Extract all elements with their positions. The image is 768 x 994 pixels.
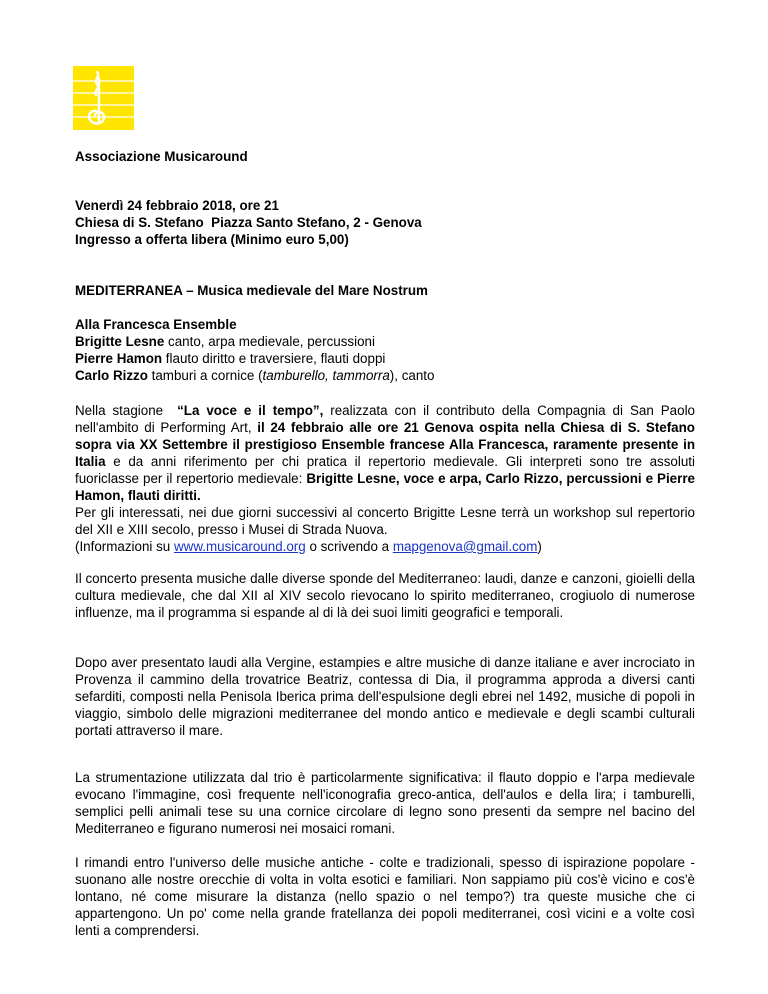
- text-run: e da anni riferimento per chi pratica il repertorio medievale. Gli interpreti sono tre assoluti fuoriclasse per il repertorio medievale:: [75, 454, 695, 486]
- contact-line: [75, 538, 695, 555]
- member-role-italic: tamburello, tammorra: [262, 368, 390, 383]
- website-link[interactable]: www.musicaround.org: [173, 539, 306, 554]
- event-date-time: Venerdì 24 febbraio 2018, ore 21: [75, 198, 279, 213]
- association-name: Associazione Musicaround: [75, 149, 248, 164]
- text-run: (Informazioni su: [75, 539, 174, 554]
- text-run-bold: il 24 febbraio alle ore 21 Genova ospita nella Chiesa di S. Stefano sopra via XX Settembre il prestigioso Ensemble francese Alla Francesca, raramente presente in Italia: [75, 420, 695, 469]
- paragraph-repertoire: [75, 654, 695, 739]
- text-run: realizzata con il contributo della Compagnia di San Paolo nell'ambito di Performing Art,: [75, 403, 695, 435]
- member-name: Carlo Rizzo: [75, 368, 148, 383]
- paragraph-text: La strumentazione utilizzata dal trio è particolarmente significativa: il flauto doppio e l'arpa medievale evocano l'immagine, così frequente nell'iconografia greco-antica, dell'aulos e della lira; i tamburelli, semplici pelli animali tese su una cornice circolare di legno sono presenti da sempre nel bacino del Mediterraneo e figurano numerosi nei mosaici romani.: [75, 770, 695, 836]
- member-role: tamburi a cornice (: [147, 368, 263, 383]
- member-role: flauto diritto e traversiere, flauti doppi: [162, 351, 386, 366]
- paragraph-text: [75, 402, 695, 504]
- ensemble-member: [75, 350, 695, 367]
- member-role: canto, arpa medievale, percussioni: [164, 334, 375, 349]
- member-name: Pierre Hamon: [75, 351, 163, 366]
- ensemble-list: [75, 316, 695, 384]
- paragraph-text: I rimandi entro l'universo delle musiche antiche - colte e tradizionali, spesso di ispirazione popolare - suonano alle nostre orecchie di volta in volta esotici e familiari. Non sappiamo più cos'è vicino e cos'è lontano, né come misurare la distanza (nello spazio o nel tempo?) tra queste musiche che ci appartengono. Un po' come nella grande fratellanza dei popoli mediterranei, così vicini e a volte così lenti a comprendersi.: [75, 855, 695, 938]
- ensemble-name: Alla Francesca Ensemble: [75, 317, 237, 332]
- paragraph-instruments: [75, 769, 695, 837]
- ensemble-member: [75, 333, 695, 350]
- ensemble-member: [75, 367, 695, 384]
- music-note-logo-icon: [73, 66, 134, 130]
- member-role: ), canto: [389, 368, 435, 383]
- event-entry: Ingresso a offerta libera (Minimo euro 5,00): [75, 232, 349, 247]
- event-venue: Chiesa di S. Stefano Piazza Santo Stefano, 2 - Genova: [75, 215, 422, 230]
- email-link[interactable]: mapgenova@gmail.com: [392, 539, 538, 554]
- concert-title: MEDITERRANEA – Musica medievale del Mare Nostrum: [75, 283, 428, 298]
- paragraph-intro: [75, 402, 695, 504]
- text-run: ): [537, 539, 542, 554]
- paragraph-closing: [75, 854, 695, 939]
- paragraph-program: [75, 570, 695, 621]
- text-run-bold: Brigitte Lesne, voce e arpa, Carlo Rizzo, percussioni e Pierre Hamon, flauti diritti.: [75, 471, 695, 503]
- text-run: o scrivendo a: [305, 539, 393, 554]
- paragraph-text: Il concerto presenta musiche dalle diverse sponde del Mediterraneo: laudi, danze e canzoni, gioielli della cultura medievale, che dal XII al XIV secolo rievocano lo spirito mediterraneo, crogiuolo di numerose influenze, ma il programma si espande al di là dei suoi limiti geografici e temporali.: [75, 571, 695, 620]
- text-run-bold: “La voce e il tempo”,: [170, 403, 324, 418]
- member-name: Brigitte Lesne: [75, 334, 165, 349]
- paragraph-workshop: [75, 504, 695, 555]
- paragraph-text: Dopo aver presentato laudi alla Vergine, estampies e altre musiche di danze italiane e aver incrociato in Provenza il cammino della trovatrice Beatriz, contessa di Dia, il programma approda a diversi canti sefarditi, composti nella Penisola Iberica prima dell'espulsione degli ebrei nel 1492, musiche di popoli in viaggio, simbolo delle migrazioni mediterranee del mondo antico e medievale e degli scambi culturali portati attraverso il mare.: [75, 655, 695, 738]
- event-details: [75, 197, 695, 248]
- text-run: Nella stagione: [75, 403, 171, 418]
- paragraph-text: Per gli interessati, nei due giorni successivi al concerto Brigitte Lesne terrà un workshop sul repertorio del XII e XIII secolo, presso i Musei di Strada Nuova.: [75, 505, 695, 537]
